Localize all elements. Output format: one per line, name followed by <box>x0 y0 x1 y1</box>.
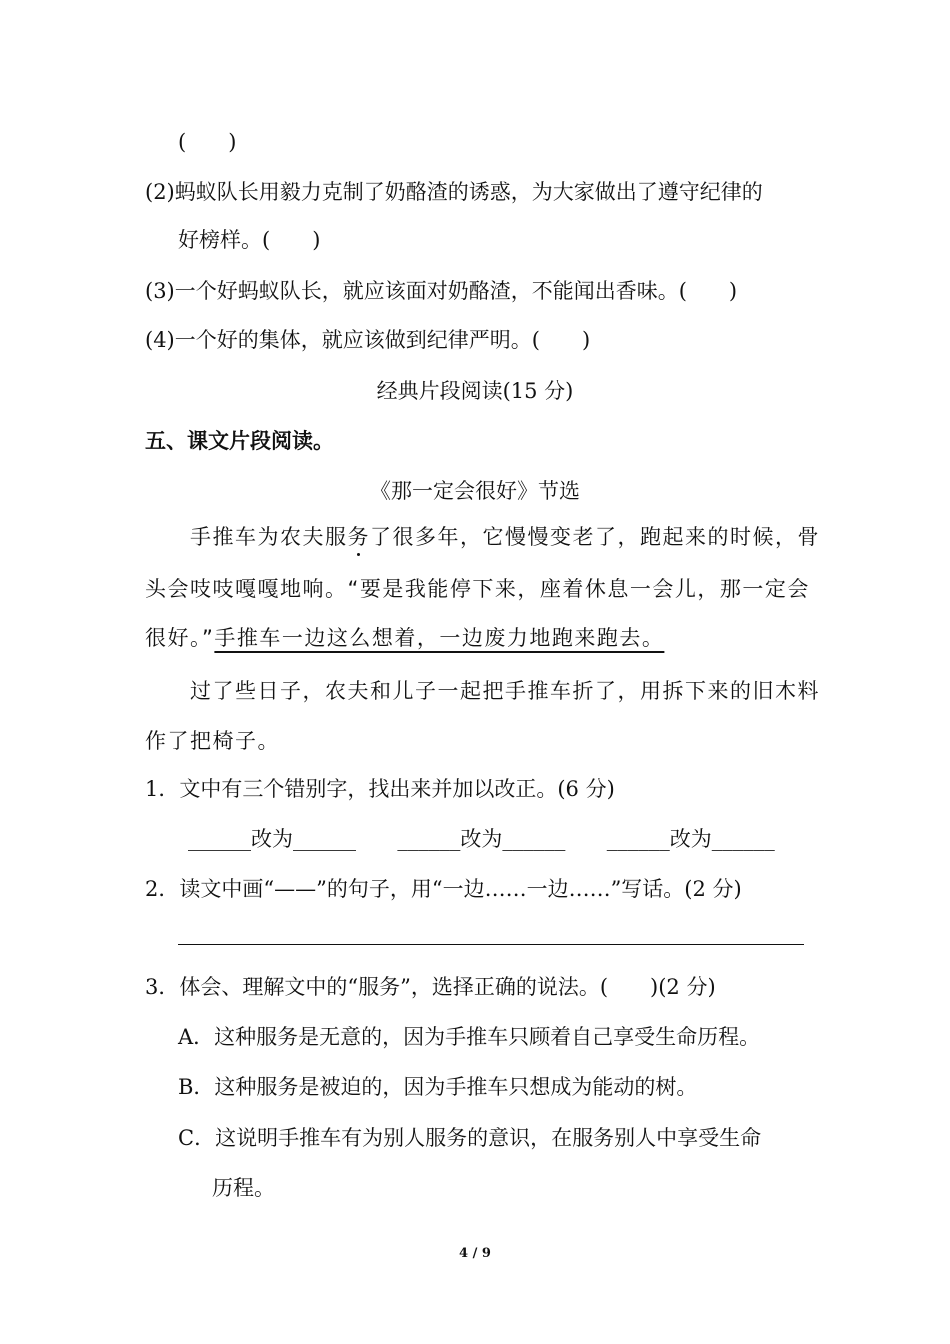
q4-item2-line1: (2)蚂蚁队长用毅力克制了奶酪渣的诱惑，为大家做出了遵守纪律的 <box>145 180 763 204</box>
passage-para1-line3 <box>145 624 664 652</box>
passage-para2-line1: 过了些日子，农夫和儿子一起把手推车折了，用拆下来的旧木料 <box>190 679 820 703</box>
q4-item1-paren: ( ) <box>178 130 237 154</box>
question-1-blanks <box>188 825 775 853</box>
passage-para1-line1 <box>190 523 820 551</box>
question-2: 2．读文中画“——”的句子，用“一边……一边……”写话。(2 分) <box>145 877 742 901</box>
q4-item4: (4)一个好的集体，就应该做到纪律严明。( ) <box>145 328 591 352</box>
question-3-option-a[interactable]: A．这种服务是无意的，因为手推车只顾着自己享受生命历程。 <box>178 1025 761 1049</box>
section-heading: 经典片段阅读(15 分) <box>376 379 574 403</box>
blank-pair-2[interactable]: ______改为______ <box>397 827 566 851</box>
dotted-character: 务 <box>347 525 370 549</box>
passage-para1-line2: 头会吱吱嘎嘎地响。“要是我能停下来，座着休息一会儿，那一定会 <box>145 577 810 601</box>
passage-title: 《那一定会很好》节选 <box>370 479 580 503</box>
question-3-option-c-line1[interactable]: C．这说明手推车有为别人服务的意识，在服务别人中享受生命 <box>178 1126 762 1150</box>
passage-text: 手推车为农夫服 <box>190 525 348 549</box>
blank-pair-1[interactable]: ______改为______ <box>188 827 356 851</box>
passage-text: 很好。” <box>145 626 215 650</box>
question-3-option-b[interactable]: B．这种服务是被迫的，因为手推车只想成为能动的树。 <box>178 1075 698 1099</box>
part5-title: 五、课文片段阅读。 <box>145 428 334 453</box>
answer-line[interactable] <box>178 944 804 945</box>
passage-para2-line2: 作了把椅子。 <box>145 729 280 753</box>
question-3-option-c-line2: 历程。 <box>212 1176 275 1200</box>
blank-pair-3[interactable]: ______改为______ <box>606 827 775 851</box>
passage-text: 了很多年，它慢慢变老了，跑起来的时候，骨 <box>370 525 820 549</box>
q4-item3: (3)一个好蚂蚁队长，就应该面对奶酪渣，不能闻出香味。( ) <box>145 279 738 303</box>
page-number: 4 / 9 <box>459 1246 491 1261</box>
question-3: 3．体会、理解文中的“服务”，选择正确的说法。( )(2 分) <box>145 975 716 999</box>
underlined-sentence: 手推车一边这么想着，一边废力地跑来跑去。 <box>214 626 665 650</box>
q4-item2-line2: 好榜样。( ) <box>178 228 321 252</box>
question-1: 1．文中有三个错别字，找出来并加以改正。(6 分) <box>145 777 615 801</box>
